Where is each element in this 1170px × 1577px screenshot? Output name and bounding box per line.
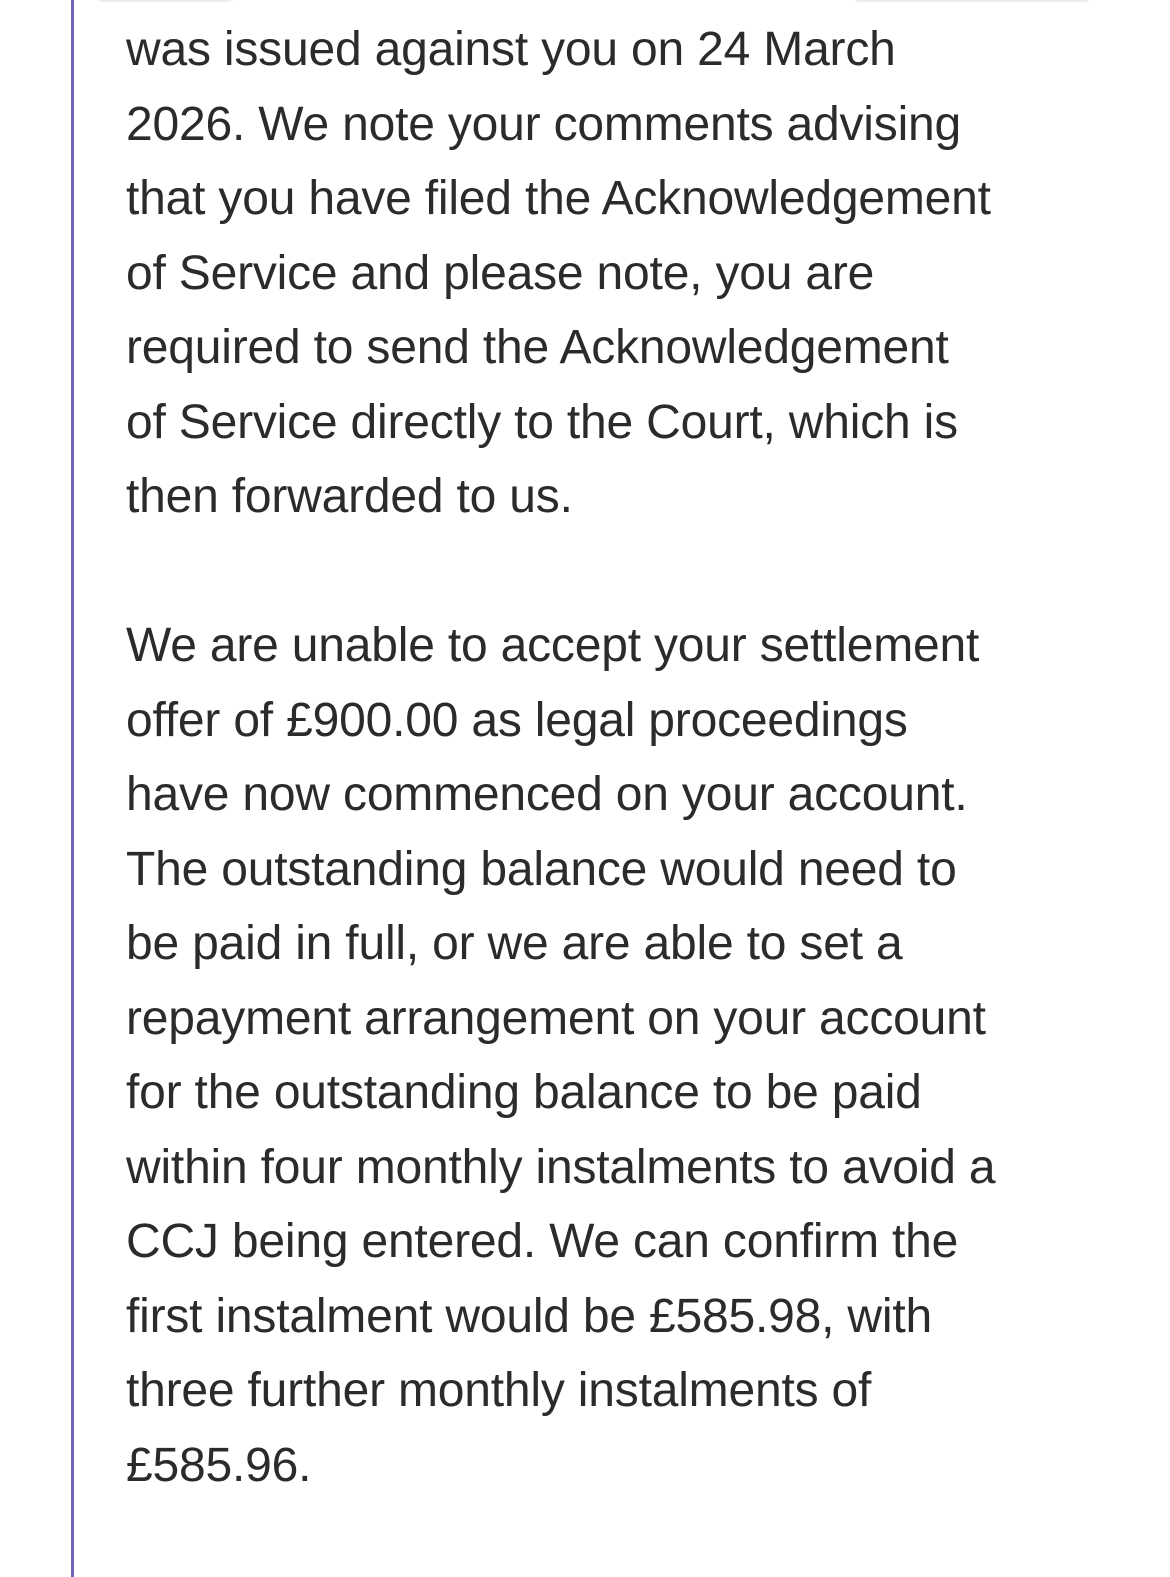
top-right-control[interactable] (852, 0, 1092, 2)
message-paragraph-2: We are unable to accept your settlement offer of £900.00 as legal proceedings have now commenced on your account. The outstanding balance would need to be paid in full, or we are able to set a repayment arrangement on your account for the outstanding balance to be paid within four monthly instalments to avoid a CCJ being entered. We can confirm the first instalment would be £585.98, with three further monthly instalments of £585.96. (126, 619, 996, 1492)
paragraph-spacer (126, 535, 1126, 610)
top-left-control[interactable] (95, 0, 235, 2)
quoted-text-bar (71, 0, 74, 1577)
message-paragraph-1: was issued against you on 24 March 2026. We note your comments advising that you have filed the Acknowledgement of Service and please note, you are required to send the Acknowledgement of Service directly to the Court, which is then forwarded to us. (126, 23, 991, 523)
quoted-message-body (126, 13, 1126, 1503)
top-partial-controls (0, 0, 1170, 6)
